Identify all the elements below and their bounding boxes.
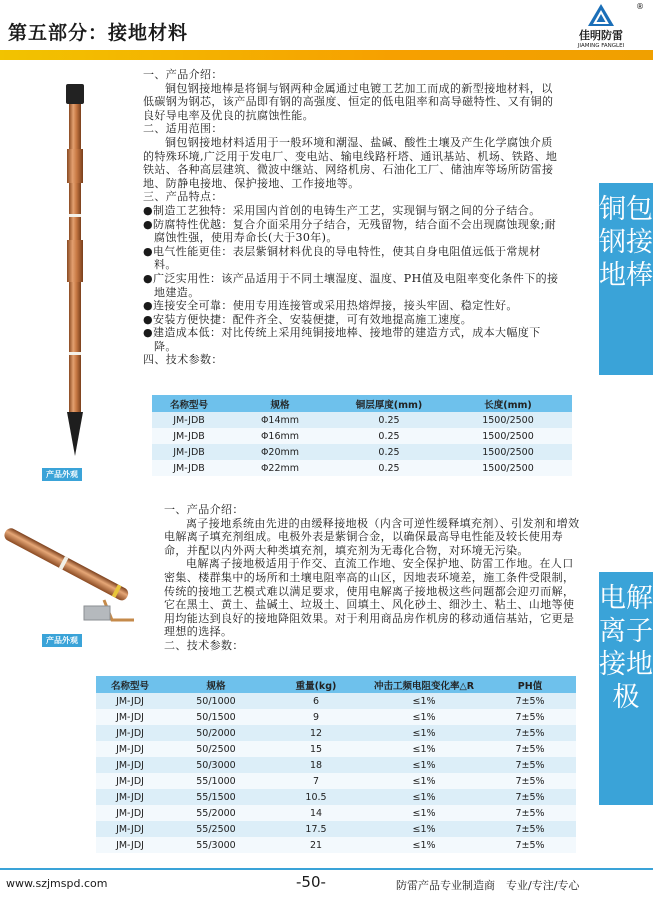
table-cell: 55/3000 <box>164 837 268 853</box>
table-cell: Φ20mm <box>226 444 334 460</box>
paragraph: ●安装方便快捷：配件齐全、安装便捷，可有效地提高施工速度。 <box>143 312 473 326</box>
table-row <box>96 725 576 741</box>
table-cell: Φ14mm <box>226 412 334 428</box>
table-cell: 7±5% <box>484 693 576 709</box>
table-cell: JM-JDJ <box>96 773 164 789</box>
table-cell: 9 <box>268 709 364 725</box>
footer-divider <box>0 868 653 870</box>
column-header: 铜层厚度(mm) <box>334 395 444 412</box>
ion-electrode-spec-table <box>96 676 576 853</box>
section-heading: 三、产品特点： <box>143 190 223 204</box>
brand-logo <box>566 4 636 48</box>
side-tab-copper-clad-rod: 铜包钢接地棒 <box>599 183 653 375</box>
paragraph: ●防腐特性优越：复合介面采用分子结合，无残留物，结合面不会出现腐蚀现象;耐腐蚀性强，使用寿命长(大于30年)。 <box>143 217 557 245</box>
ion-electrode-description <box>164 503 582 653</box>
column-header: 规格 <box>226 395 334 412</box>
table-cell: JM-JDJ <box>96 693 164 709</box>
table-cell: 0.25 <box>334 444 444 460</box>
table-cell: 1500/2500 <box>444 428 572 444</box>
table-cell: JM-JDJ <box>96 725 164 741</box>
table-row <box>96 805 576 821</box>
table-row <box>96 789 576 805</box>
copper-rod-spec-table <box>152 395 572 476</box>
logo-text-en: JIAMING FANGLEI <box>577 43 625 49</box>
table-cell: ≤1% <box>364 757 484 773</box>
table-cell: 6 <box>268 693 364 709</box>
page-title: 第五部分：接地材料 <box>8 22 189 44</box>
product-appearance-tag: 产品外观 <box>42 468 82 481</box>
column-header: 名称型号 <box>96 676 164 693</box>
table-cell: 1500/2500 <box>444 412 572 428</box>
table-cell: 10.5 <box>268 789 364 805</box>
table-cell: 55/2000 <box>164 805 268 821</box>
column-header: 冲击工频电阻变化率△R <box>364 676 484 693</box>
table-cell: JM-JDJ <box>96 837 164 853</box>
table-row <box>96 837 576 853</box>
table-row <box>152 412 572 428</box>
table-cell: Φ22mm <box>226 460 334 476</box>
copper-rod-description <box>143 68 561 367</box>
column-header: 长度(mm) <box>444 395 572 412</box>
table-cell: JM-JDJ <box>96 741 164 757</box>
section-heading: 二、适用范围： <box>143 122 223 136</box>
table-cell: ≤1% <box>364 821 484 837</box>
table-cell: ≤1% <box>364 789 484 805</box>
table-cell: Φ16mm <box>226 428 334 444</box>
paragraph: 铜包钢接地棒是将铜与钢两种金属通过电镀工艺加工而成的新型接地材料，以低碳钢为钢芯，该产品即有钢的高强度、恒定的低电阻率和高导磁特性、又有铜的良好导电率及优良的抗腐蚀性能。 <box>143 81 554 122</box>
table-cell: 50/1000 <box>164 693 268 709</box>
table-cell: 7±5% <box>484 709 576 725</box>
website-url: www.szjmspd.com <box>6 877 108 890</box>
product-appearance-tag: 产品外观 <box>42 634 82 647</box>
table-row <box>96 741 576 757</box>
section-heading: 四、技术参数： <box>143 353 223 367</box>
table-cell: ≤1% <box>364 709 484 725</box>
table-header-row <box>96 676 576 693</box>
table-cell: 55/2500 <box>164 821 268 837</box>
table-row <box>96 709 576 725</box>
table-cell: 1500/2500 <box>444 460 572 476</box>
table-cell: 0.25 <box>334 428 444 444</box>
table-header-row <box>152 395 572 412</box>
table-cell: 7±5% <box>484 773 576 789</box>
paragraph: ●电气性能更佳：表层紫铜材料优良的导电特性，使其自身电阻值远低于常规材料。 <box>143 244 541 272</box>
table-row <box>152 444 572 460</box>
table-cell: 55/1500 <box>164 789 268 805</box>
table-cell: 7 <box>268 773 364 789</box>
table-cell: 50/2500 <box>164 741 268 757</box>
table-cell: ≤1% <box>364 725 484 741</box>
registered-mark: ® <box>636 2 644 11</box>
table-cell: JM-JDB <box>152 460 226 476</box>
table-row <box>152 460 572 476</box>
ion-electrode-image <box>0 508 142 626</box>
paragraph: ●建造成本低：对比传统上采用纯铜接地棒、接地带的建造方式，成本大幅度下降。 <box>143 326 541 353</box>
table-row <box>152 428 572 444</box>
table-row <box>96 773 576 789</box>
table-cell: JM-JDJ <box>96 789 164 805</box>
table-cell: ≤1% <box>364 741 484 757</box>
table-row <box>96 693 576 709</box>
table-cell: 17.5 <box>268 821 364 837</box>
paragraph: ●制造工艺独特：采用国内首创的电铸生产工艺，实现铜与钢之间的分子结合。 <box>143 203 541 217</box>
table-cell: 7±5% <box>484 725 576 741</box>
table-cell: 7±5% <box>484 837 576 853</box>
section-heading: 一、产品介绍： <box>143 68 223 81</box>
table-cell: 12 <box>268 725 364 741</box>
copper-clad-rod-image <box>62 84 88 456</box>
paragraph: 铜包钢接地材料适用于一般环境和潮湿、盐碱、酸性土壤及产生化学腐蚀介质的特殊环境,广泛用于发电厂、变电站、输电线路杆塔、通讯基站、机场、铁路、地铁站、各种高层建筑、微波中继站、网络机房、石油化工厂、储油库等场所防雷接地、防静电接地、保护接地、工作接地等。 <box>143 135 558 190</box>
column-header: 名称型号 <box>152 395 226 412</box>
table-cell: JM-JDB <box>152 412 226 428</box>
paragraph: ●广泛实用性：该产品适用于不同土壤湿度、温度、PH值及电阻率变化条件下的接地建造。 <box>143 271 559 299</box>
table-cell: 21 <box>268 837 364 853</box>
table-cell: JM-JDB <box>152 444 226 460</box>
table-cell: JM-JDJ <box>96 821 164 837</box>
header-bar <box>0 50 653 60</box>
table-cell: JM-JDJ <box>96 805 164 821</box>
table-cell: 7±5% <box>484 821 576 837</box>
paragraph: ●连接安全可靠：使用专用连接管或采用热熔焊接，接头牢固、稳定性好。 <box>143 299 518 313</box>
table-cell: 55/1000 <box>164 773 268 789</box>
table-cell: 15 <box>268 741 364 757</box>
section-heading: 一、产品介绍： <box>164 503 244 516</box>
table-cell: 0.25 <box>334 460 444 476</box>
table-cell: 14 <box>268 805 364 821</box>
table-cell: 50/3000 <box>164 757 268 773</box>
side-tab-ion-electrode: 电解离子接地极 <box>599 572 653 805</box>
table-cell: 18 <box>268 757 364 773</box>
table-cell: JM-JDJ <box>96 757 164 773</box>
table-cell: 50/2000 <box>164 725 268 741</box>
table-cell: 1500/2500 <box>444 444 572 460</box>
table-cell: 7±5% <box>484 805 576 821</box>
section-heading: 二、技术参数： <box>164 638 244 652</box>
table-cell: 50/1500 <box>164 709 268 725</box>
table-cell: 7±5% <box>484 741 576 757</box>
table-row <box>96 757 576 773</box>
column-header: 重量(kg) <box>268 676 364 693</box>
table-cell: ≤1% <box>364 773 484 789</box>
footer-slogan: 防雷产品专业制造商 专业/专注/专心 <box>396 879 580 892</box>
logo-text-cn: 佳明防雷 <box>579 29 623 42</box>
paragraph: 离子接地系统由先进的由缓释接地极（内含可逆性缓释填充剂）、引发剂和增效电解离子填充剂组成。电极外表是紫铜合金，以确保最高导电性能及较长使用寿命，并配以内外两大种类填充剂，填充剂为无毒化合物，对环境无污染。 <box>164 516 580 557</box>
page-number: -50- <box>296 873 326 891</box>
table-cell: ≤1% <box>364 837 484 853</box>
table-cell: JM-JDJ <box>96 709 164 725</box>
table-cell: ≤1% <box>364 693 484 709</box>
table-cell: 7±5% <box>484 789 576 805</box>
paragraph: 电解离子接地极适用于作交、直流工作地、安全保护地、防雷工作地。在人口密集、楼群集中的场所和土壤电阻率高的山区，因地表环境差，施工条件受限制，传统的接地工艺模式难以满足要求，使用电解离子接地极这些问题都会迎刃而解，它在黑土、黄土、盐碱土、垃圾土、回填土、风化砂土、细沙土、粘土、山地等使用均能达到良好的接地降阻效果。对于利用商品房作机房的移动通信基站，它更是理想的选择。 <box>164 557 575 639</box>
column-header: 规格 <box>164 676 268 693</box>
table-cell: JM-JDB <box>152 428 226 444</box>
table-cell: 7±5% <box>484 757 576 773</box>
table-cell: ≤1% <box>364 805 484 821</box>
column-header: PH值 <box>484 676 576 693</box>
table-row <box>96 821 576 837</box>
logo-mark-icon <box>588 4 614 26</box>
table-cell: 0.25 <box>334 412 444 428</box>
